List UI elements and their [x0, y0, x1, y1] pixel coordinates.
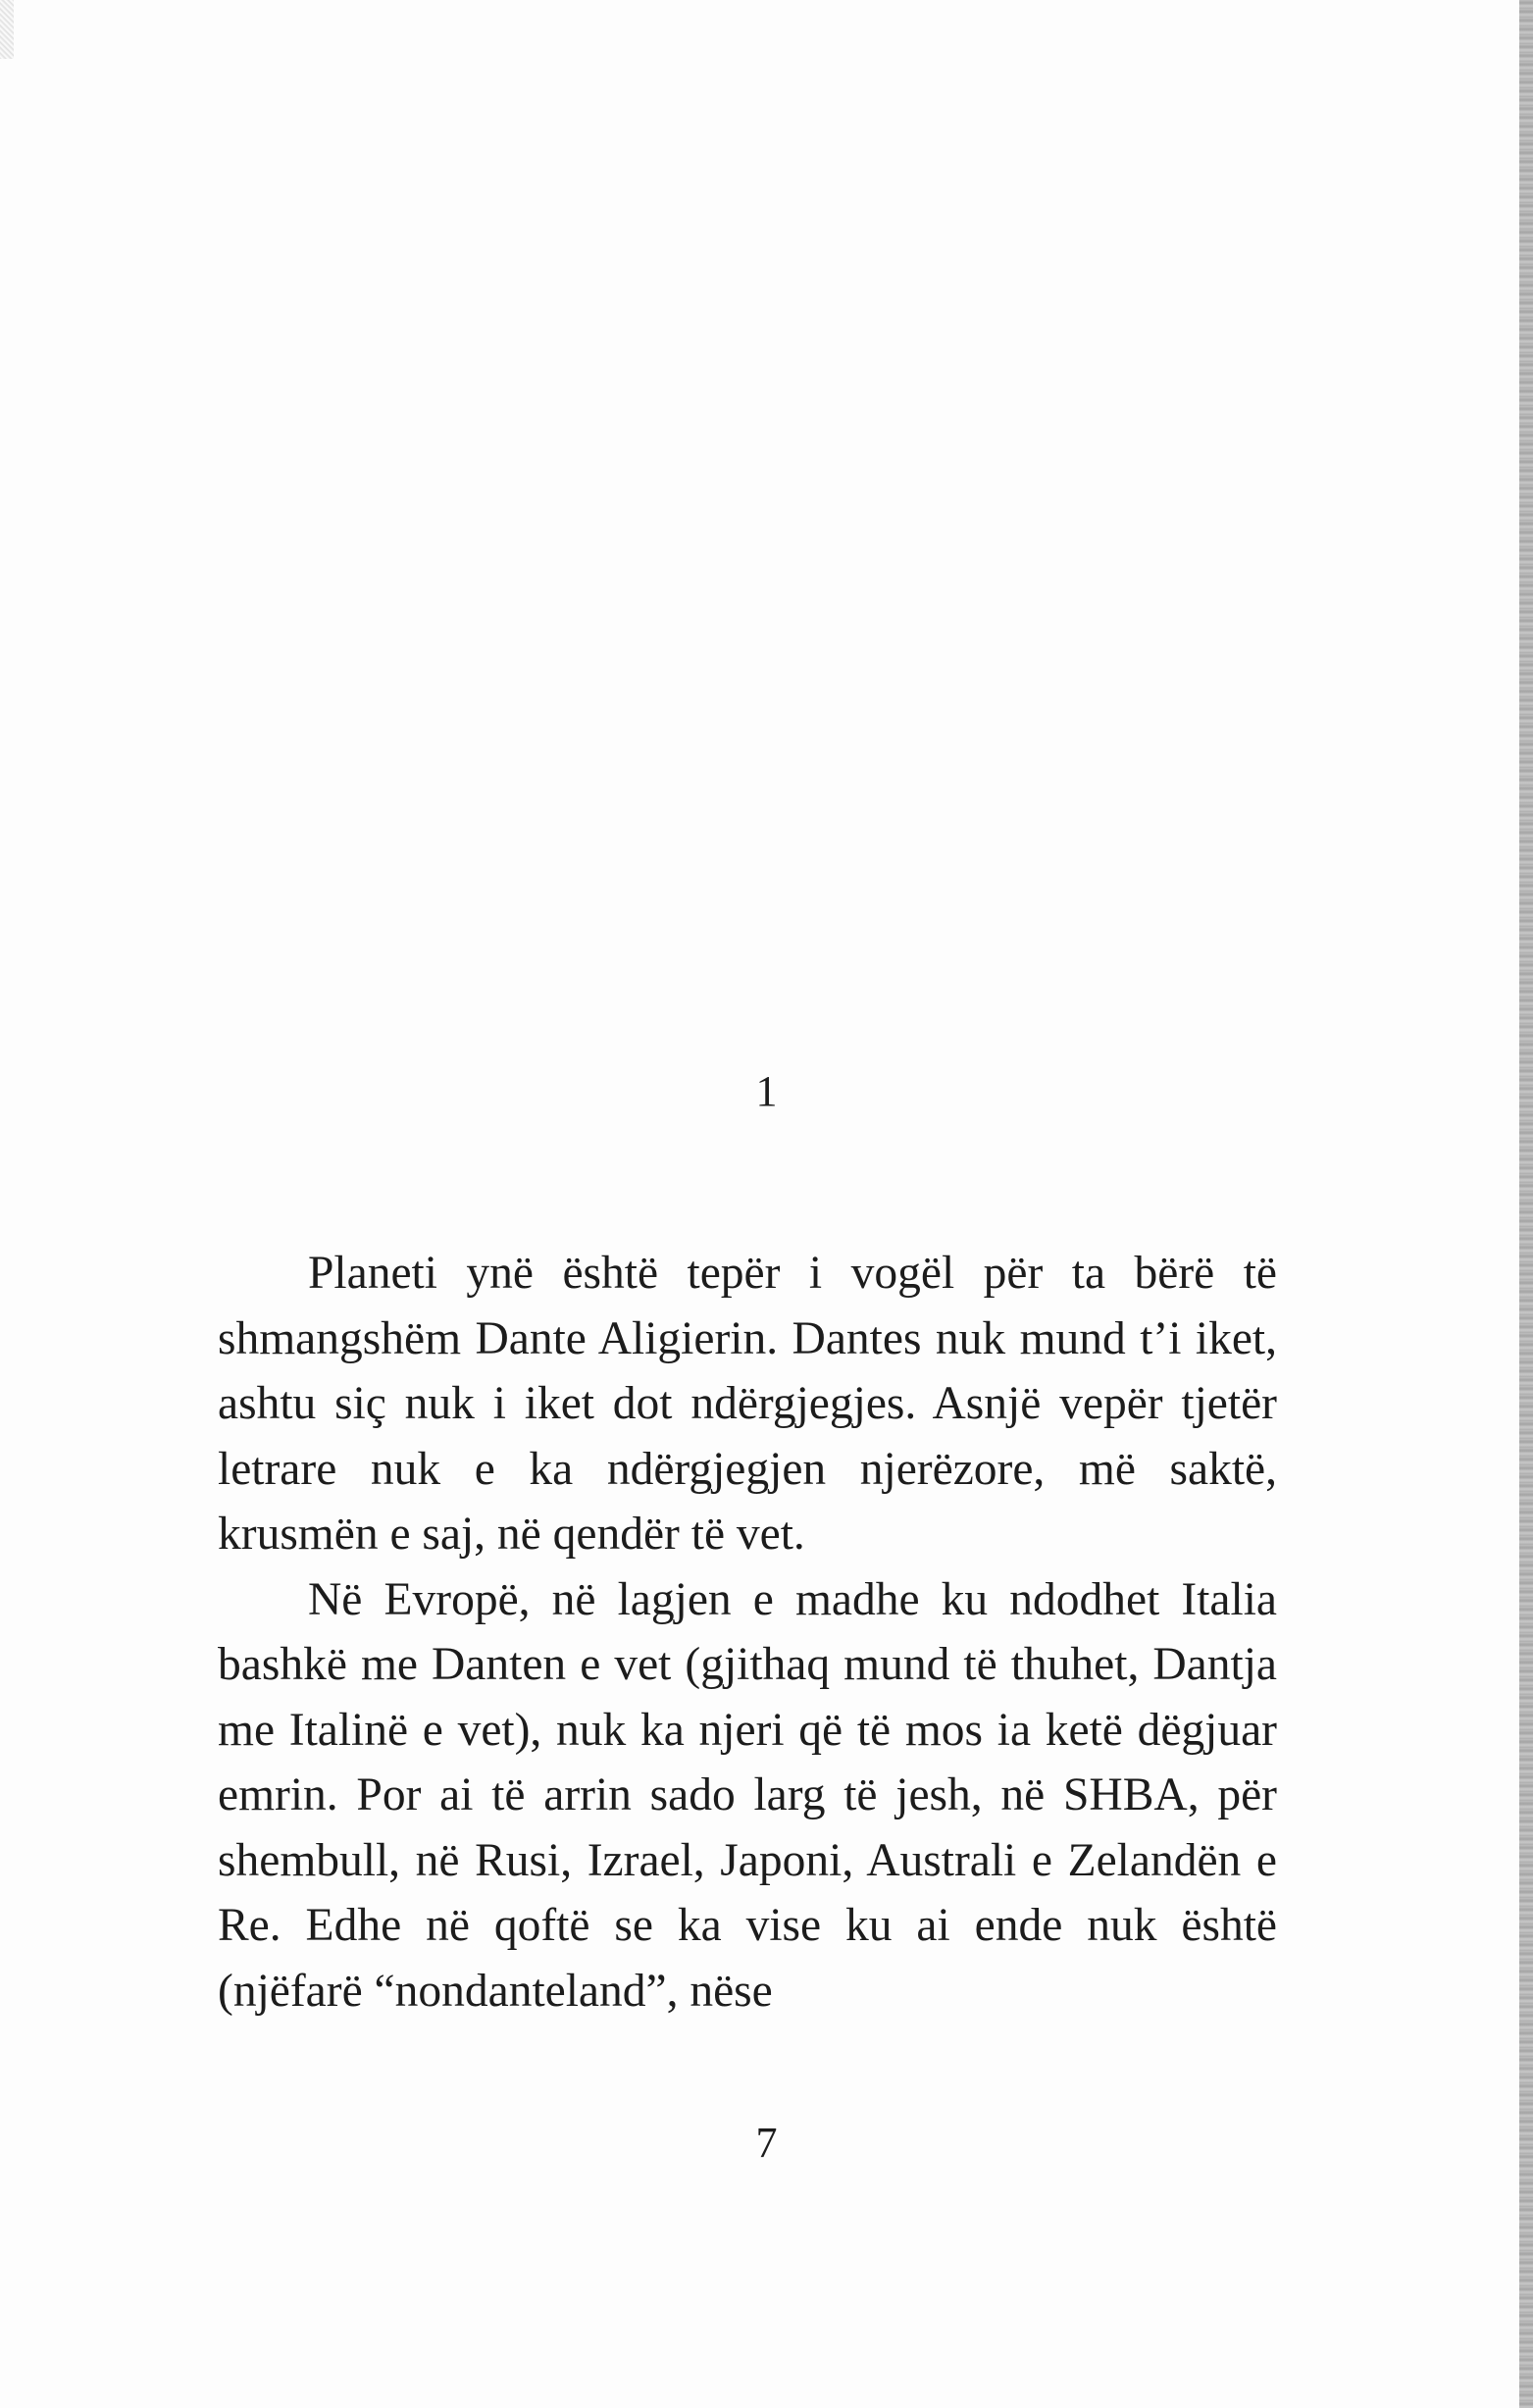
paragraph: Planeti ynë është tepër i vogël për ta bërë të shmangshëm Dante Aligierin. Dantes nuk mund t’i iket, ashtu siç nuk i iket dot ndërgjegjes. Asnjë vepër tjetër letrare nuk e ka ndërgjegjen njerëzore, më saktë, krusmën e saj, në qendër të vet. [218, 1248, 1277, 1560]
paragraph: Në Evropë, në lagjen e madhe ku ndodhet Italia bashkë me Danten e vet (gjithaq mund të thuhet, Dantja me Italinë e vet), nuk ka njeri që të mos ia ketë dëgjuar emrin. Por ai të arrin sado larg të jesh, në SHBA, për shembull, në Rusi, Izrael, Japoni, Australi e Zelandën e Re. Edhe në qoftë se ka vise ku ai ende nuk është (njëfarë “nondanteland”, nëse [218, 1573, 1277, 2017]
body-text [218, 1241, 1277, 2024]
chapter-number: 1 [755, 1067, 778, 1115]
scan-corner-artifact [0, 0, 14, 59]
page-number: 7 [755, 2119, 778, 2167]
page-edge-shadow [1519, 0, 1533, 2408]
